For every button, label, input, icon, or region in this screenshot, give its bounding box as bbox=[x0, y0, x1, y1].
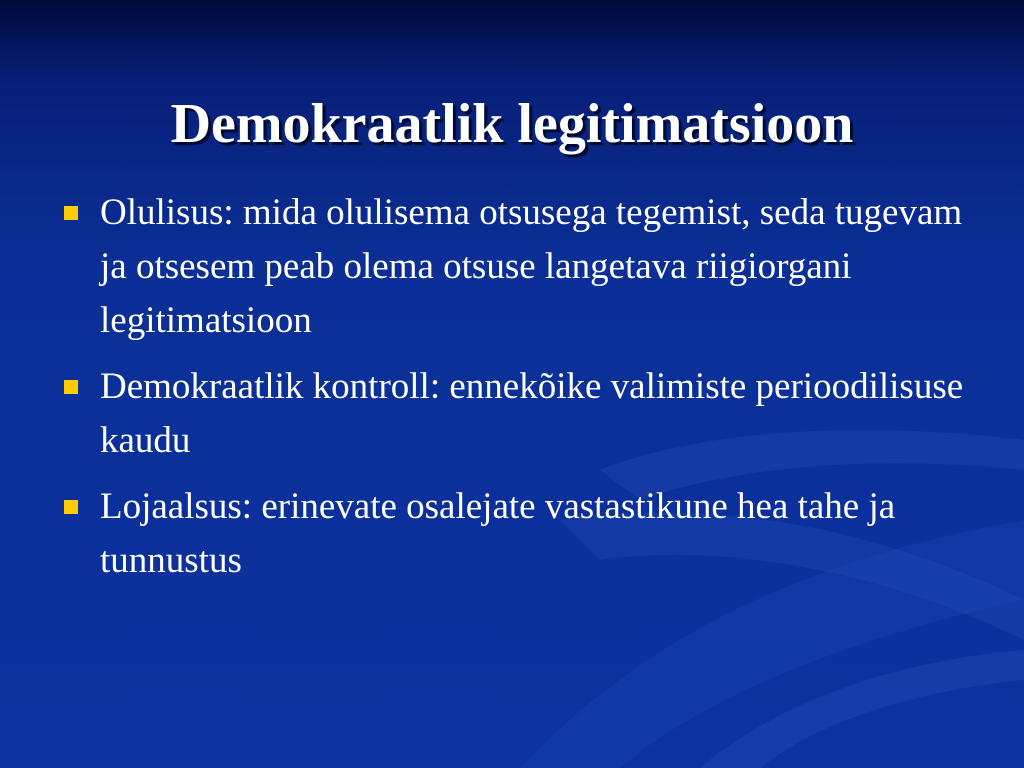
square-bullet-icon bbox=[64, 500, 78, 514]
slide-title: Demokraatlik legitimatsioon bbox=[170, 93, 854, 155]
bullet-text: Olulisus: mida olulisema otsusega tegemist, seda tugevam ja otsesem peab olema otsuse langetava riigiorgani legitimatsioon bbox=[100, 192, 963, 341]
bullet-list bbox=[60, 186, 965, 600]
list-item bbox=[60, 480, 965, 588]
bullet-text: Lojaalsus: erinevate osalejate vastastikune hea tahe ja tunnustus bbox=[100, 486, 896, 581]
square-bullet-icon bbox=[64, 380, 78, 394]
square-bullet-icon bbox=[64, 206, 78, 220]
list-item bbox=[60, 360, 965, 468]
bullet-text: Demokraatlik kontroll: ennekõike valimiste perioodilisuse kaudu bbox=[100, 366, 964, 461]
list-item bbox=[60, 186, 965, 348]
